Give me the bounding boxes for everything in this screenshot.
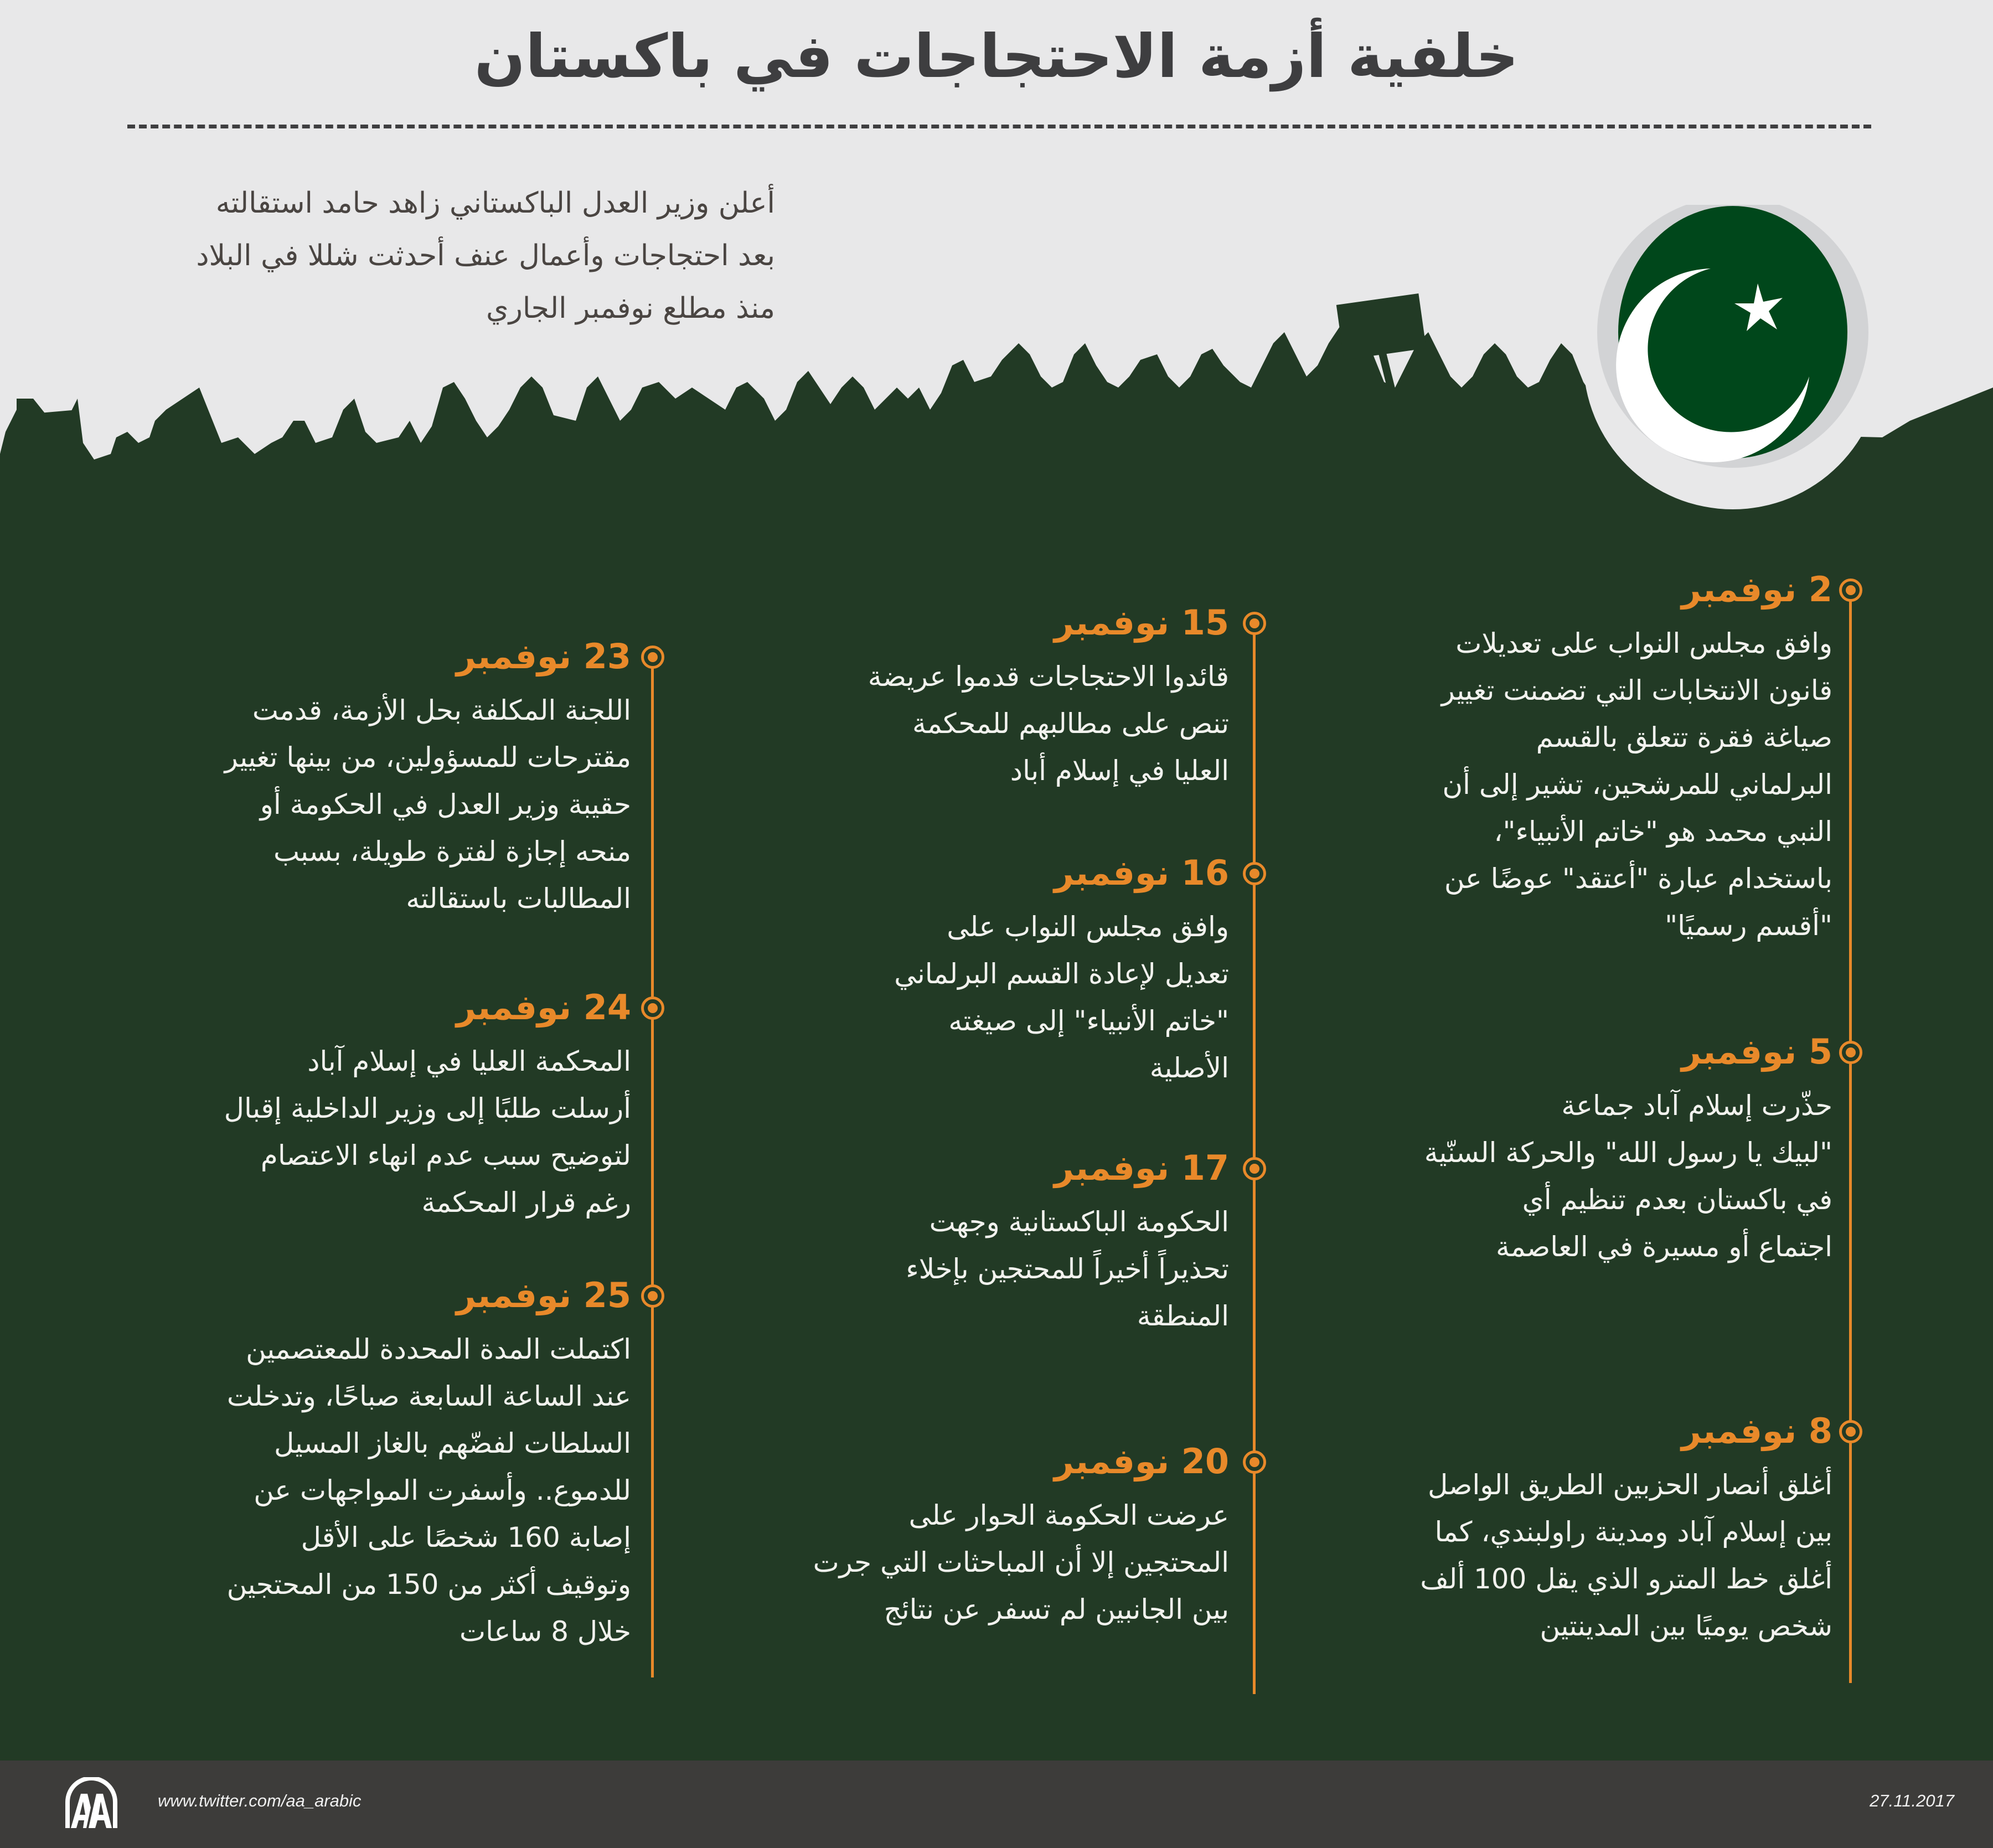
timeline-event bbox=[731, 851, 1229, 1095]
event-line: اللجنة المكلفة بحل الأزمة، قدمت bbox=[252, 694, 631, 726]
event-line: إصابة 160 شخصًا على الأقل bbox=[301, 1521, 631, 1553]
event-line: الأصلية bbox=[1149, 1052, 1229, 1084]
event-line: بين إسلام آباد ومدينة راولبندي، كما bbox=[1434, 1516, 1832, 1548]
event-date: 5 نوفمبر bbox=[1681, 1031, 1832, 1072]
event-line: السلطات لفضّهم بالغاز المسيل bbox=[274, 1427, 631, 1459]
timeline-marker-icon bbox=[1839, 579, 1862, 602]
event-line: في باكستان بعدم تنظيم أي bbox=[1522, 1184, 1832, 1216]
intro-line: أعلن وزير العدل الباكستاني زاهد حامد استقالته bbox=[215, 187, 775, 220]
event-line: حذّرت إسلام آباد جماعة bbox=[1561, 1090, 1832, 1122]
event-line: البرلماني للمرشحين، تشير إلى أن bbox=[1442, 768, 1832, 801]
timeline-marker-icon bbox=[641, 997, 664, 1020]
timeline-marker-icon bbox=[1243, 862, 1266, 885]
event-description bbox=[868, 653, 1229, 794]
event-line: مقترحات للمسؤولين، من بينها تغيير bbox=[224, 741, 631, 773]
timeline-line-left bbox=[651, 664, 654, 1677]
event-line: الحكومة الباكستانية وجهت bbox=[929, 1206, 1229, 1238]
intro-paragraph bbox=[83, 177, 775, 335]
event-line: أرسلت طلبًا إلى وزير الداخلية إقبال bbox=[224, 1092, 631, 1124]
event-description bbox=[225, 687, 631, 922]
event-line: أغلق أنصار الحزبين الطريق الواصل bbox=[1428, 1469, 1832, 1501]
timeline-event bbox=[78, 985, 631, 1229]
timeline-marker-icon bbox=[641, 1284, 664, 1308]
pakistan-flag-badge bbox=[1578, 205, 1888, 515]
event-date: 2 نوفمبر bbox=[1681, 569, 1832, 610]
event-line: المحكمة العليا في إسلام آباد bbox=[307, 1045, 631, 1077]
event-line: وافق مجلس النواب على تعديلات bbox=[1455, 627, 1832, 659]
timeline-event bbox=[78, 634, 631, 922]
event-line: منحه إجازة لفترة طويلة، بسبب bbox=[273, 835, 631, 868]
event-line: وافق مجلس النواب على bbox=[947, 911, 1229, 943]
timeline-marker-icon bbox=[1839, 1420, 1862, 1443]
event-date: 23 نوفمبر bbox=[456, 636, 631, 677]
event-date: 24 نوفمبر bbox=[456, 987, 631, 1028]
event-description bbox=[227, 1326, 631, 1655]
event-description bbox=[813, 1492, 1229, 1633]
event-line: "أقسم رسميًا" bbox=[1665, 910, 1832, 942]
event-description bbox=[1420, 1462, 1832, 1650]
event-line: المطالبات باستقالته bbox=[406, 882, 631, 915]
footer bbox=[0, 1761, 1993, 1848]
event-line: قانون الانتخابات التي تضمنت تغيير bbox=[1441, 674, 1832, 706]
event-description bbox=[224, 1038, 631, 1226]
intro-line: منذ مطلع نوفمبر الجاري bbox=[486, 292, 775, 325]
event-date: 20 نوفمبر bbox=[1054, 1441, 1229, 1482]
event-line: تنص على مطالبهم للمحكمة bbox=[912, 708, 1229, 740]
event-line: النبي محمد هو "خاتم الأنبياء"، bbox=[1494, 815, 1832, 848]
event-line: رغم قرار المحكمة bbox=[421, 1186, 631, 1219]
event-line: صياغة فقرة تتعلق بالقسم bbox=[1536, 721, 1832, 753]
event-line: المحتجين إلا أن المباحثات التي جرت bbox=[813, 1546, 1229, 1578]
event-date: 15 نوفمبر bbox=[1054, 602, 1229, 643]
timeline-event bbox=[731, 1146, 1229, 1345]
event-line: قائدوا الاحتجاجات قدموا عريضة bbox=[868, 660, 1229, 693]
publish-date: 27.11.2017 bbox=[1870, 1791, 1954, 1810]
timeline-event bbox=[1334, 567, 1832, 955]
timeline-event bbox=[78, 1273, 631, 1661]
event-date: 25 نوفمبر bbox=[456, 1275, 631, 1315]
event-description bbox=[894, 904, 1229, 1092]
event-line: بين الجانبين لم تسفر عن نتائج bbox=[884, 1593, 1229, 1625]
event-line: خلال 8 ساعات bbox=[459, 1615, 631, 1648]
timeline-event bbox=[1334, 1409, 1832, 1641]
timeline-marker-icon bbox=[1243, 1450, 1266, 1474]
timeline-marker-icon bbox=[1839, 1041, 1862, 1064]
event-description bbox=[1442, 620, 1832, 949]
event-line: لتوضيح سبب عدم انهاء الاعتصام bbox=[260, 1139, 631, 1171]
event-line: باستخدام عبارة "أعتقد" عوضًا عن bbox=[1444, 863, 1832, 895]
event-line: وتوقيف أكثر من 150 من المحتجين bbox=[226, 1568, 631, 1601]
event-line: تحذيراً أخيراً للمحتجين بإخلاء bbox=[906, 1253, 1229, 1285]
timeline-event bbox=[1334, 1030, 1832, 1262]
timeline-event bbox=[731, 601, 1229, 811]
timeline-event bbox=[731, 1439, 1229, 1650]
anadolu-agency-logo-icon bbox=[61, 1777, 122, 1832]
timeline-marker-icon bbox=[1243, 612, 1266, 635]
event-date: 8 نوفمبر bbox=[1681, 1411, 1832, 1451]
event-line: حقيبة وزير العدل في الحكومة أو bbox=[260, 788, 631, 820]
event-line: أغلق خط المترو الذي يقل 100 ألف bbox=[1420, 1563, 1832, 1595]
event-date: 17 نوفمبر bbox=[1054, 1148, 1229, 1188]
intro-line: بعد احتجاجات وأعمال عنف أحدثت شللا في البلاد bbox=[196, 239, 775, 272]
event-line: تعديل لإعادة القسم البرلماني bbox=[894, 958, 1229, 990]
page-title: خلفية أزمة الاحتجاجات في باكستان bbox=[474, 22, 1519, 91]
event-line: المنطقة bbox=[1137, 1300, 1229, 1332]
timeline-marker-icon bbox=[641, 646, 664, 669]
event-line: للدموع.. وأسفرت المواجهات عن bbox=[254, 1474, 631, 1506]
event-date: 16 نوفمبر bbox=[1054, 853, 1229, 893]
timeline-marker-icon bbox=[1243, 1157, 1266, 1180]
event-line: عند الساعة السابعة صباحًا، وتدخلت bbox=[226, 1380, 631, 1412]
twitter-link[interactable]: www.twitter.com/aa_arabic bbox=[158, 1791, 362, 1810]
event-line: اجتماع أو مسيرة في العاصمة bbox=[1496, 1231, 1832, 1263]
timeline-line-right bbox=[1849, 598, 1852, 1683]
event-line: "لبيك يا رسول الله" والحركة السنّية bbox=[1424, 1137, 1832, 1169]
event-line: عرضت الحكومة الحوار على bbox=[908, 1499, 1229, 1531]
event-description bbox=[1424, 1082, 1832, 1271]
event-line: العليا في إسلام أباد bbox=[1010, 755, 1229, 787]
event-description bbox=[906, 1199, 1229, 1340]
title-divider bbox=[127, 125, 1871, 128]
event-line: شخص يوميًا بين المدينتين bbox=[1540, 1610, 1832, 1642]
event-line: "خاتم الأنبياء" إلى صيغته bbox=[948, 1005, 1229, 1037]
pakistan-flag-crescent-star-icon bbox=[1578, 205, 1888, 515]
event-line: اكتملت المدة المحددة للمعتصمين bbox=[246, 1333, 631, 1365]
